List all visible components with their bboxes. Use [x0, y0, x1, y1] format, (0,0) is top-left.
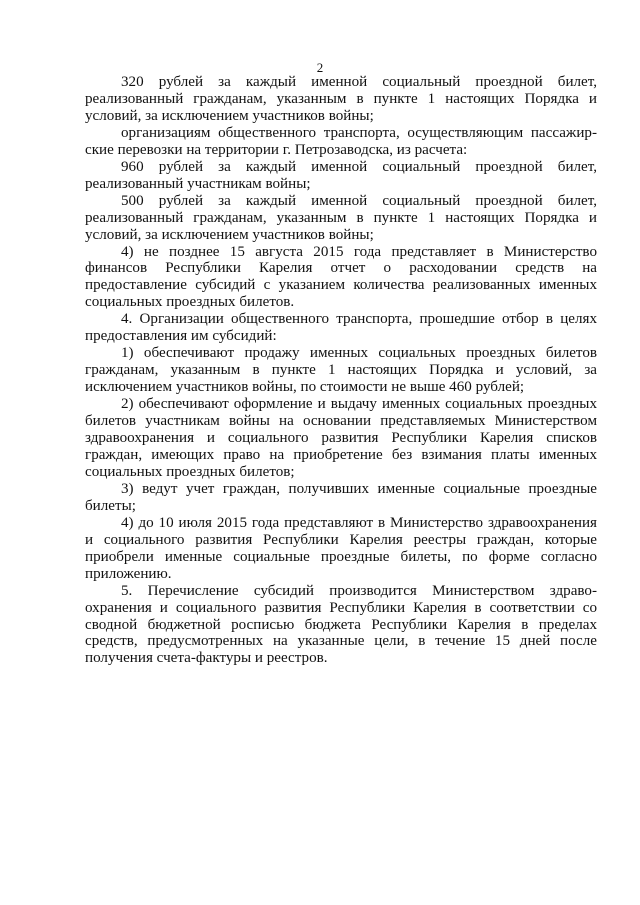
- paragraph-section-4: 4. Организации общественного транспорта, прошедшие отбор в целях предоставления им субсидий:: [85, 311, 597, 345]
- paragraph-subsidy-500: 500 рублей за каждый именной социальный проездной билет, реализованный гражданам, указанным в пункте 1 настоящих Порядка и условий, за исключением участников войны;: [85, 192, 597, 243]
- paragraph-subsidy-320: 320 рублей за каждый именной социальный проездной билет, реализованный гражданам, указанным в пункте 1 настоящих Порядка и условий, за исключением участников войны;: [85, 74, 597, 124]
- paragraph-section-5: 5. Перечисление субсидий производится Министерством здравоохранения и социального развития Республики Карелия в соответствии со сводной бюджетной росписью бюджета Республики Карелия в пределах средств, предусмотренных на указанные цели, в течение 15 дней после получения счета-фактуры и реестров.: [85, 582, 597, 667]
- paragraph-item-3-records: 3) ведут учет граждан, получивших именные социальные проездные билеты;: [85, 480, 597, 514]
- paragraph-item-1-sales: 1) обеспечивают продажу именных социальных проездных билетов гражданам, указанным в пункте 1 настоящих Порядка и условий, за исключением участников войны, по стоимости не выше 460 рублей;: [85, 345, 597, 396]
- paragraph-report-deadline: 4) не позднее 15 августа 2015 года представляет в Министерство финансов Республики Карелия отчет о расходовании средств на предоставление субсидий с указанием количества реализованных именных социальных проездных билетов.: [85, 243, 597, 311]
- paragraph-petrozavodsk-transport: организациям общественного транспорта, осуществляющим пассажирские перевозки на территории г. Петрозаводска, из расчета:: [85, 124, 597, 158]
- paragraph-subsidy-960: 960 рублей за каждый именной социальный проездной билет, реализованный участникам войны;: [85, 158, 597, 192]
- page-number: 2: [316, 60, 324, 75]
- paragraph-item-2-issuance: 2) обеспечивают оформление и выдачу именных социальных проездных билетов участникам войны на основании представляемых Министерством здравоохранения и социального развития Республики Карелия списков граждан, имеющих право на приобретение без взимания платы именных социальных проездных билетов;: [85, 396, 597, 480]
- document-body: [85, 74, 597, 667]
- paragraph-item-4-registers: 4) до 10 июля 2015 года представляют в Министерство здравоохранения и социального развития Республики Карелия реестры граждан, которые приобрели именные социальные проездные билеты, по форме согласно приложению.: [85, 514, 597, 582]
